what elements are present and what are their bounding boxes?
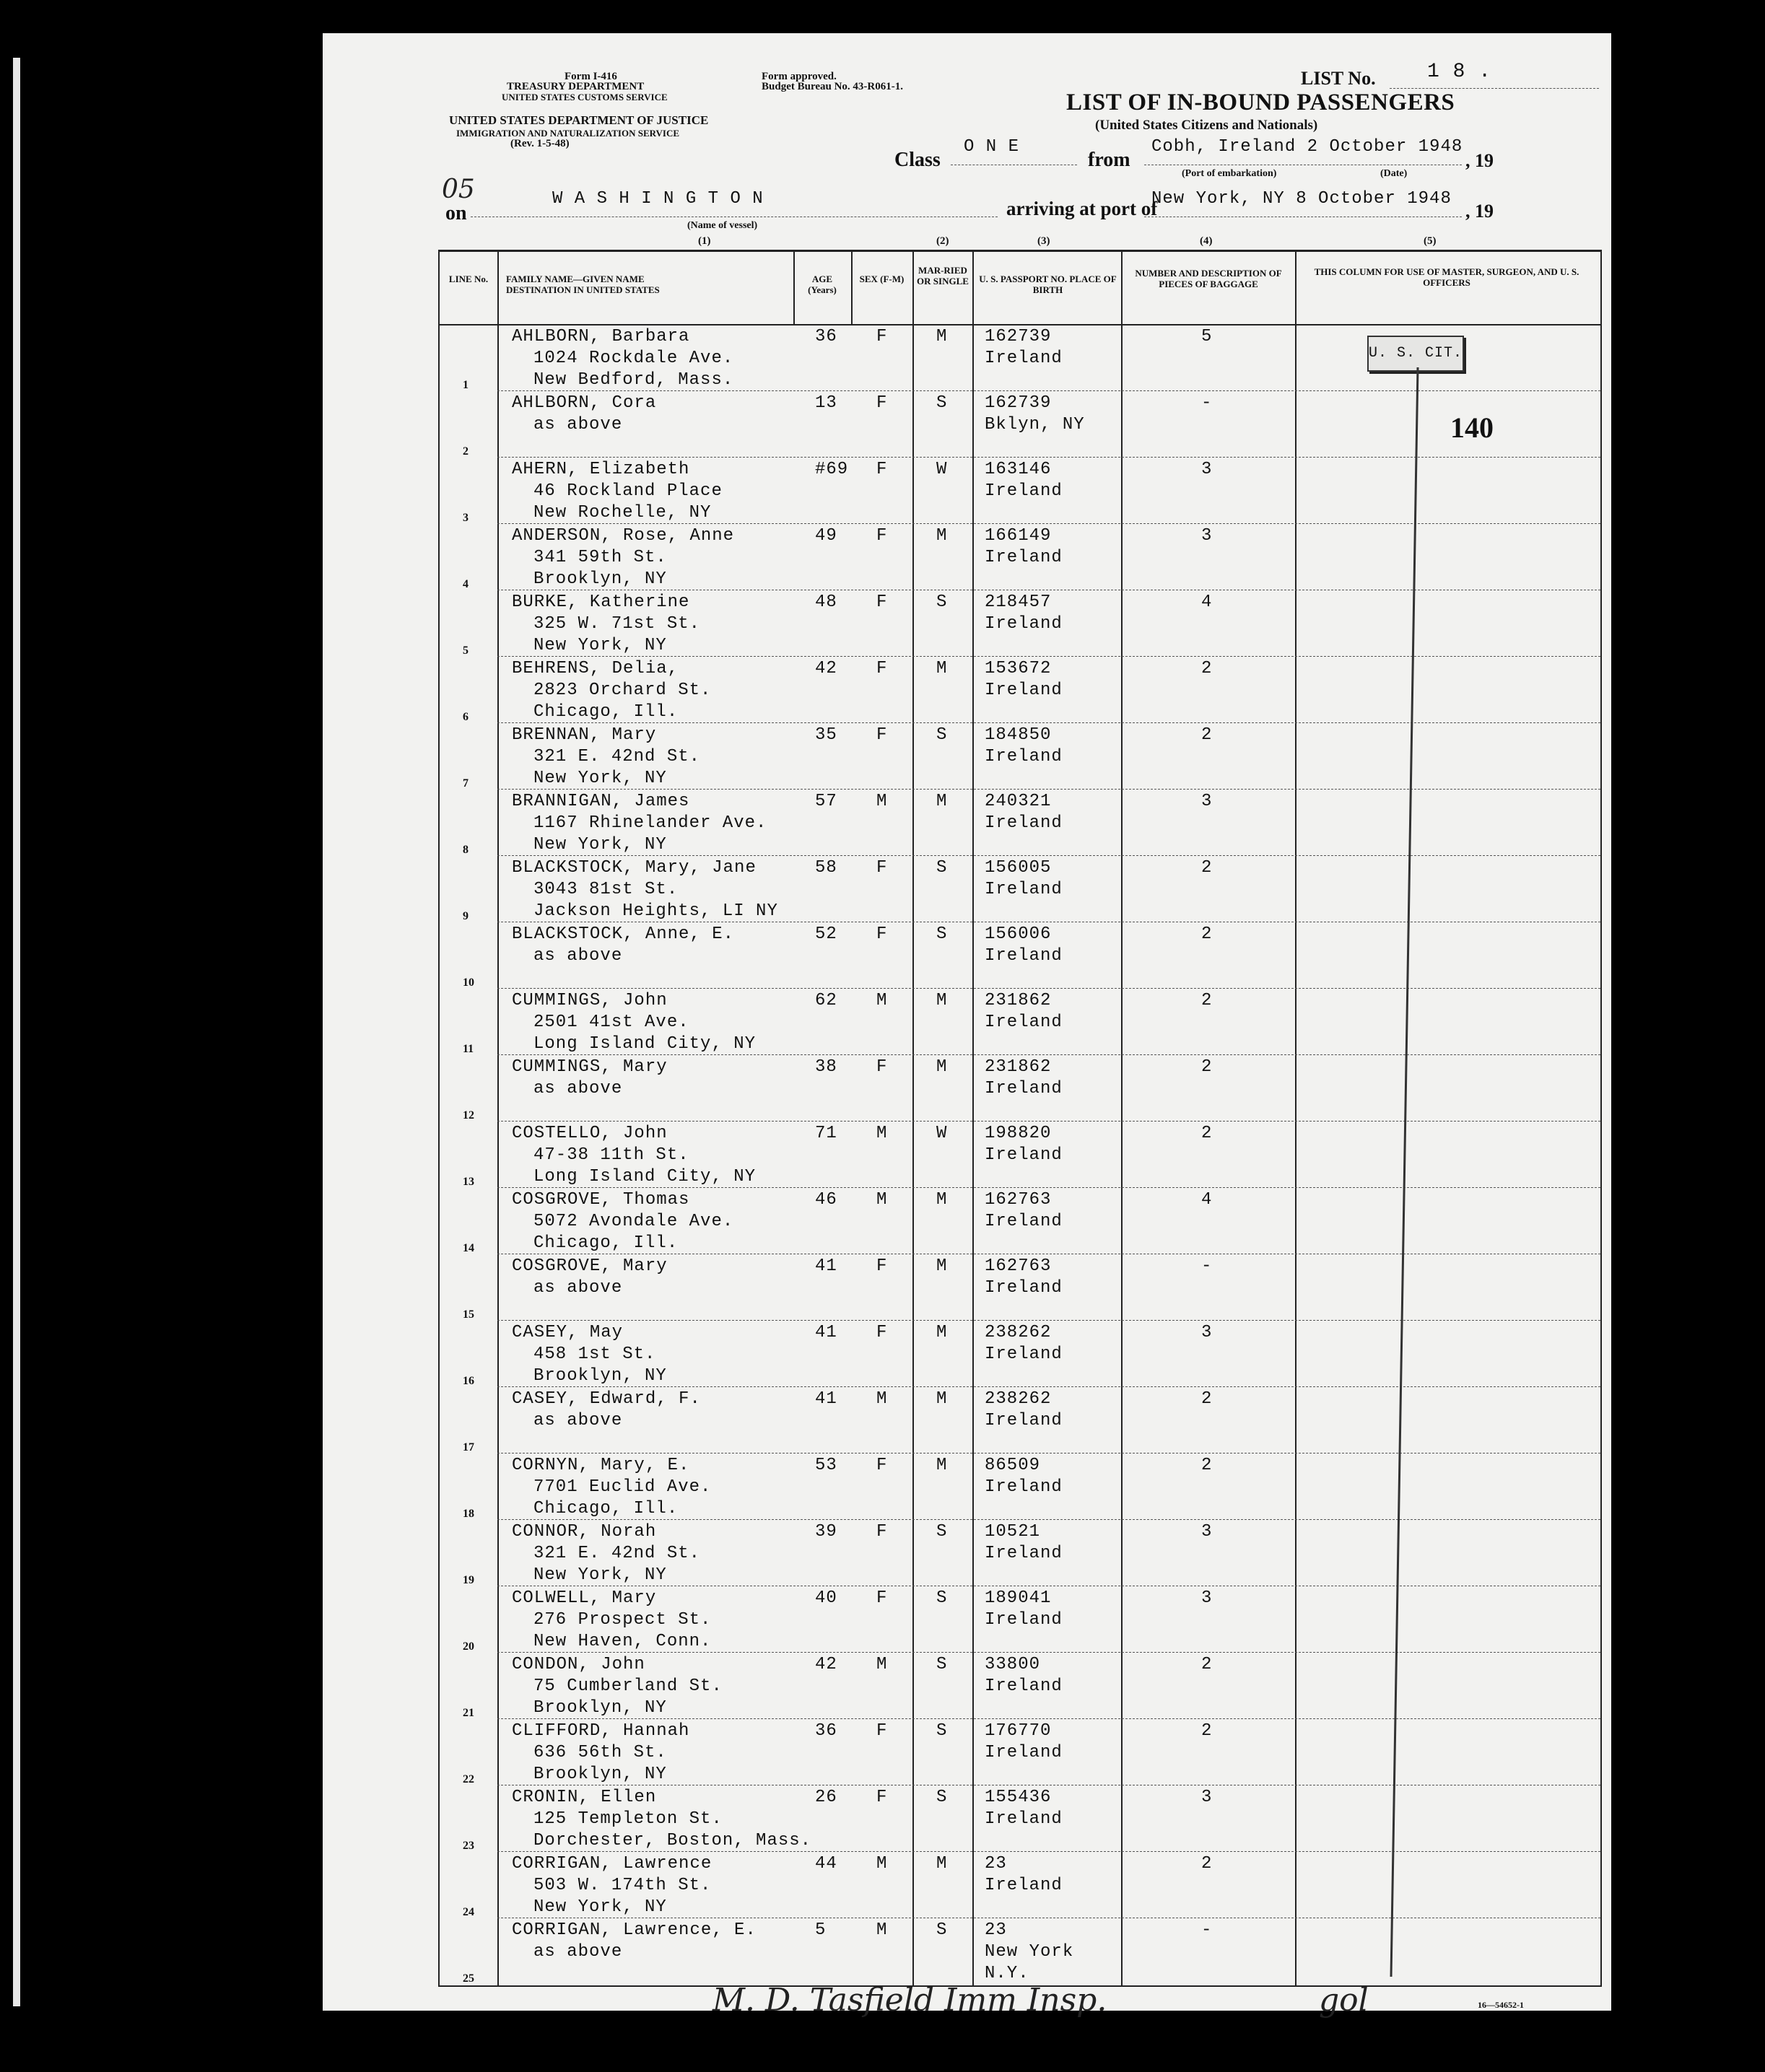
passport-no: 153672 (985, 659, 1052, 678)
baggage-count: 2 (1201, 1456, 1213, 1475)
sex: M (876, 1854, 888, 1874)
address-city: New Haven, Conn. (533, 1632, 712, 1651)
address-city: Chicago, Ill. (533, 1233, 679, 1253)
line-number: 20 (463, 1640, 474, 1653)
from-value: Cobh, Ireland 2 October 1948 (1151, 137, 1463, 157)
address-city: New York, NY (533, 1565, 667, 1585)
passport-no: 10521 (985, 1522, 1041, 1542)
sex: F (876, 593, 888, 612)
address-street: as above (533, 1278, 623, 1298)
marital-status: S (936, 1721, 948, 1741)
sex: F (876, 1588, 888, 1608)
baggage-count: 2 (1201, 1721, 1213, 1741)
sex: F (876, 460, 888, 479)
inspector-signature: M. D. Tasfield Imm Insp. (712, 1982, 1107, 2019)
sex: M (876, 1655, 888, 1674)
baggage-count: 2 (1201, 1124, 1213, 1143)
marital-status: M (936, 1389, 948, 1409)
passenger-name: CORNYN, Mary, E. (512, 1456, 690, 1475)
address-street: as above (533, 1411, 623, 1430)
place-of-birth: Ireland (985, 1743, 1063, 1762)
sex: F (876, 1721, 888, 1741)
line-number: 21 (463, 1707, 474, 1719)
col-number: (1) (698, 235, 711, 247)
passport-no: 240321 (985, 792, 1052, 811)
baggage-count: 3 (1201, 1788, 1213, 1807)
baggage-count: 3 (1201, 526, 1213, 546)
address-street: 46 Rockland Place (533, 481, 723, 501)
address-city: New York, NY (533, 835, 667, 854)
marital-status: M (936, 1256, 948, 1276)
age: 42 (815, 659, 837, 678)
marital-status: W (936, 1124, 948, 1143)
class-value: O N E (964, 137, 1020, 157)
place-of-birth: Ireland (985, 1876, 1063, 1895)
port-embark-caption: (Port of embarkation) (1182, 168, 1277, 179)
age: 26 (815, 1788, 837, 1807)
place-of-birth-line2: N.Y. (985, 1964, 1029, 1983)
age: 38 (815, 1057, 837, 1077)
age: 46 (815, 1190, 837, 1210)
address-city: New York, NY (533, 636, 667, 655)
age: 49 (815, 526, 837, 546)
on-label: on (445, 202, 467, 224)
address-city: Chicago, Ill. (533, 702, 679, 722)
passenger-name: CASEY, May (512, 1323, 624, 1342)
inspector-initials: gol (1319, 1982, 1369, 2019)
place-of-birth: Ireland (985, 1079, 1063, 1098)
baggage-count: 3 (1201, 1588, 1213, 1608)
passenger-name: CONNOR, Norah (512, 1522, 657, 1542)
page-title: LIST OF IN-BOUND PASSENGERS (1066, 89, 1455, 115)
sex: F (876, 526, 888, 546)
age: 44 (815, 1854, 837, 1874)
passport-no: 162739 (985, 327, 1052, 346)
marital-status: S (936, 725, 948, 745)
passport-no: 198820 (985, 1124, 1052, 1143)
handwritten-line (1335, 367, 1450, 1984)
place-of-birth: Ireland (985, 1544, 1063, 1563)
sex: F (876, 924, 888, 944)
list-no-value: 1 8 . (1427, 61, 1492, 83)
age: 57 (815, 792, 837, 811)
arriving-label: arriving at port of (1006, 198, 1158, 219)
place-of-birth: Ireland (985, 1278, 1063, 1298)
line-number: 7 (463, 777, 469, 790)
passenger-name: BEHRENS, Delia, (512, 659, 679, 678)
passport-no: 162763 (985, 1256, 1052, 1276)
place-of-birth: New York (985, 1942, 1074, 1962)
baggage-count: 2 (1201, 858, 1213, 878)
passport-no: 189041 (985, 1588, 1052, 1608)
marital-status: M (936, 991, 948, 1010)
address-street: 321 E. 42nd St. (533, 1544, 701, 1563)
address-street: 1024 Rockdale Ave. (533, 349, 734, 368)
passport-no: 162739 (985, 393, 1052, 413)
baggage-count: 2 (1201, 1057, 1213, 1077)
passenger-name: CRONIN, Ellen (512, 1788, 657, 1807)
line-number: 1 (463, 379, 469, 391)
manifest-sheet (323, 33, 1611, 2019)
header-married: MAR-RIED OR SINGLE (917, 265, 969, 287)
sex: F (876, 1522, 888, 1542)
us-citizen-stamp (1367, 336, 1464, 372)
line-number: 12 (463, 1109, 474, 1122)
passport-no: 156005 (985, 858, 1052, 878)
address-street: 125 Templeton St. (533, 1809, 723, 1829)
sex: M (876, 1389, 888, 1409)
passport-no: 218457 (985, 593, 1052, 612)
place-of-birth: Ireland (985, 614, 1063, 634)
address-street: 321 E. 42nd St. (533, 747, 701, 766)
place-of-birth: Ireland (985, 681, 1063, 700)
age: 39 (815, 1522, 837, 1542)
passport-no: 231862 (985, 1057, 1052, 1077)
address-street: as above (533, 1079, 623, 1098)
line-number: 4 (463, 578, 469, 590)
address-city: Brooklyn, NY (533, 1366, 667, 1386)
page-subtitle: (United States Citizens and Nationals) (1095, 118, 1318, 133)
line-number: 24 (463, 1906, 474, 1918)
address-street: 2823 Orchard St. (533, 681, 712, 700)
place-of-birth: Ireland (985, 880, 1063, 899)
place-of-birth: Ireland (985, 481, 1063, 501)
address-street: as above (533, 946, 623, 966)
marital-status: S (936, 1920, 948, 1940)
marital-status: S (936, 1788, 948, 1807)
marital-status: M (936, 327, 948, 346)
age: #69 (815, 460, 849, 479)
baggage-count: 5 (1201, 327, 1213, 346)
baggage-count: 4 (1201, 593, 1213, 612)
sex: M (876, 1190, 888, 1210)
address-street: as above (533, 1942, 623, 1962)
marital-status: S (936, 1655, 948, 1674)
stamp-text: U. S. CIT. (1369, 345, 1463, 362)
age: 40 (815, 1588, 837, 1608)
margin-mark: 05 (442, 175, 475, 204)
header-age: AGE (Years) (808, 274, 837, 295)
baggage-count: - (1201, 393, 1213, 413)
form-number: Form I-416 (565, 71, 617, 82)
address-city: Chicago, Ill. (533, 1499, 679, 1518)
sex: F (876, 1256, 888, 1276)
line-number: 22 (463, 1773, 474, 1785)
passenger-name: CORRIGAN, Lawrence, E. (512, 1920, 757, 1940)
baggage-count: - (1201, 1920, 1213, 1940)
sex: F (876, 659, 888, 678)
sex: F (876, 1323, 888, 1342)
sex: M (876, 1920, 888, 1940)
marital-status: S (936, 1522, 948, 1542)
marital-status: M (936, 1854, 948, 1874)
line-number: 25 (463, 1972, 474, 1985)
passport-no: 86509 (985, 1456, 1041, 1475)
address-city: Jackson Heights, LI NY (533, 901, 778, 921)
from-label: from (1088, 149, 1130, 171)
place-of-birth: Ireland (985, 1145, 1063, 1165)
age: 5 (815, 1920, 827, 1940)
passenger-name: COSGROVE, Mary (512, 1256, 668, 1276)
header-officers: THIS COLUMN FOR USE OF MASTER, SURGEON, AND U. S. OFFICERS (1314, 266, 1579, 288)
sex: F (876, 858, 888, 878)
passenger-name: CUMMINGS, John (512, 991, 668, 1010)
marital-status: M (936, 1456, 948, 1475)
date-caption: (Date) (1380, 168, 1408, 179)
col-number: (3) (1037, 235, 1050, 247)
place-of-birth: Ireland (985, 1677, 1063, 1696)
place-of-birth: Bklyn, NY (985, 415, 1085, 434)
address-street: 325 W. 71st St. (533, 614, 701, 634)
passenger-name: CLIFFORD, Hannah (512, 1721, 690, 1741)
rev-label: (Rev. 1-5-48) (510, 138, 570, 149)
passport-no: 231862 (985, 991, 1052, 1010)
customs-label: UNITED STATES CUSTOMS SERVICE (502, 92, 668, 102)
passenger-name: BLACKSTOCK, Mary, Jane (512, 858, 757, 878)
passenger-name: AHLBORN, Barbara (512, 327, 690, 346)
line-number: 11 (463, 1043, 474, 1055)
passport-no: 166149 (985, 526, 1052, 546)
line-number: 8 (463, 844, 469, 856)
address-city: New Bedford, Mass. (533, 370, 734, 390)
sex: M (876, 991, 888, 1010)
passenger-name: CONDON, John (512, 1655, 645, 1674)
passenger-name: BRANNIGAN, James (512, 792, 690, 811)
vessel-name: W A S H I N G T O N (552, 189, 764, 209)
sex: F (876, 1057, 888, 1077)
age: 13 (815, 393, 837, 413)
address-street: 1167 Rhinelander Ave. (533, 813, 767, 833)
age: 42 (815, 1655, 837, 1674)
line-number: 13 (463, 1176, 474, 1188)
line-number: 6 (463, 711, 469, 723)
address-street: 47-38 11th St. (533, 1145, 689, 1165)
address-street: 7701 Euclid Ave. (533, 1477, 712, 1497)
age: 36 (815, 327, 837, 346)
age: 36 (815, 1721, 837, 1741)
passport-no: 33800 (985, 1655, 1041, 1674)
age: 48 (815, 593, 837, 612)
baggage-count: 4 (1201, 1190, 1213, 1210)
header-baggage: NUMBER AND DESCRIPTION OF PIECES OF BAGGAGE (1135, 268, 1282, 289)
address-city: Dorchester, Boston, Mass. (533, 1831, 812, 1850)
marital-status: S (936, 1588, 948, 1608)
address-street: 636 56th St. (533, 1743, 667, 1762)
header-sex: SEX (F-M) (859, 274, 905, 284)
baggage-count: 2 (1201, 1655, 1213, 1674)
passenger-name: ANDERSON, Rose, Anne (512, 526, 735, 546)
budget-label: Budget Bureau No. 43-R061-1. (762, 81, 903, 92)
baggage-count: 2 (1201, 725, 1213, 745)
treasury-label: TREASURY DEPARTMENT (507, 81, 645, 92)
sex: F (876, 1788, 888, 1807)
line-number: 15 (463, 1308, 474, 1321)
age: 71 (815, 1124, 837, 1143)
marital-status: S (936, 593, 948, 612)
passenger-name: COSTELLO, John (512, 1124, 668, 1143)
line-number: 10 (463, 976, 474, 989)
sex: F (876, 393, 888, 413)
passenger-name: BURKE, Katherine (512, 593, 690, 612)
address-city: Brooklyn, NY (533, 1698, 667, 1718)
marital-status: S (936, 858, 948, 878)
ins-label: IMMIGRATION AND NATURALIZATION SERVICE (456, 128, 680, 139)
baggage-count: 3 (1201, 460, 1213, 479)
address-city: New Rochelle, NY (533, 503, 712, 523)
col-number: (2) (936, 235, 949, 247)
passenger-name: AHERN, Elizabeth (512, 460, 690, 479)
baggage-count: 2 (1201, 1854, 1213, 1874)
line-number: 14 (463, 1242, 474, 1254)
address-street: 341 59th St. (533, 548, 667, 567)
passport-no: 184850 (985, 725, 1052, 745)
marital-status: M (936, 1323, 948, 1342)
passenger-name: BLACKSTOCK, Anne, E. (512, 924, 735, 944)
from-year: , 19 (1465, 150, 1494, 171)
address-street: 458 1st St. (533, 1345, 656, 1364)
passport-no: 162763 (985, 1190, 1052, 1210)
age: 41 (815, 1389, 837, 1409)
sex: M (876, 792, 888, 811)
address-city: Long Island City, NY (533, 1034, 757, 1054)
marital-status: M (936, 1190, 948, 1210)
header-line-no: LINE No. (448, 274, 489, 284)
place-of-birth: Ireland (985, 946, 1063, 966)
address-street: 75 Cumberland St. (533, 1677, 723, 1696)
passenger-name: CORRIGAN, Lawrence (512, 1854, 712, 1874)
address-street: 5072 Avondale Ave. (533, 1212, 734, 1231)
address-street: 503 W. 174th St. (533, 1876, 712, 1895)
scan-edge (13, 58, 20, 2006)
line-number: 3 (463, 512, 469, 524)
passenger-name: BRENNAN, Mary (512, 725, 657, 745)
age: 52 (815, 924, 837, 944)
sex: F (876, 327, 888, 346)
line-number: 18 (463, 1508, 474, 1520)
marital-status: S (936, 393, 948, 413)
baggage-count: 3 (1201, 1522, 1213, 1542)
list-no-label: LIST No. (1301, 68, 1376, 89)
sex: F (876, 725, 888, 745)
place-of-birth: Ireland (985, 1212, 1063, 1231)
baggage-count: 3 (1201, 1323, 1213, 1342)
baggage-count: - (1201, 1256, 1213, 1276)
passport-no: 156006 (985, 924, 1052, 944)
arrival-value: New York, NY 8 October 1948 (1151, 189, 1452, 209)
age: 41 (815, 1323, 837, 1342)
place-of-birth: Ireland (985, 813, 1063, 833)
marital-status: M (936, 792, 948, 811)
address-city: Brooklyn, NY (533, 569, 667, 589)
footer-code: 16—54652-1 (1478, 2000, 1524, 2010)
baggage-count: 2 (1201, 659, 1213, 678)
header-passport: U. S. PASSPORT NO. PLACE OF BIRTH (979, 274, 1117, 295)
sex: F (876, 1456, 888, 1475)
marital-status: S (936, 924, 948, 944)
address-city: New York, NY (533, 769, 667, 788)
justice-label: UNITED STATES DEPARTMENT OF JUSTICE (449, 113, 709, 127)
line-number: 9 (463, 910, 469, 922)
passport-no: 23 (985, 1854, 1007, 1874)
arrival-year: , 19 (1465, 201, 1494, 222)
header-name: FAMILY NAME—GIVEN NAME DESTINATION IN UNITED STATES (506, 274, 660, 295)
address-street: as above (533, 415, 623, 434)
line-number: 17 (463, 1441, 474, 1454)
marital-status: M (936, 659, 948, 678)
address-city: Brooklyn, NY (533, 1765, 667, 1784)
place-of-birth: Ireland (985, 1610, 1063, 1630)
passport-no: 155436 (985, 1788, 1052, 1807)
age: 53 (815, 1456, 837, 1475)
passenger-name: COLWELL, Mary (512, 1588, 657, 1608)
marital-status: M (936, 526, 948, 546)
address-street: 3043 81st St. (533, 880, 679, 899)
place-of-birth: Ireland (985, 349, 1063, 368)
line-number: 19 (463, 1574, 474, 1586)
passenger-table (438, 250, 1602, 1987)
age: 35 (815, 725, 837, 745)
address-street: 2501 41st Ave. (533, 1013, 689, 1032)
passport-no: 238262 (985, 1323, 1052, 1342)
approved-label: Form approved. (762, 71, 837, 82)
place-of-birth: Ireland (985, 1411, 1063, 1430)
place-of-birth: Ireland (985, 747, 1063, 766)
place-of-birth: Ireland (985, 1809, 1063, 1829)
passenger-name: CUMMINGS, Mary (512, 1057, 668, 1077)
passenger-name: COSGROVE, Thomas (512, 1190, 690, 1210)
age: 62 (815, 991, 837, 1010)
marital-status: W (936, 460, 948, 479)
passenger-name: CASEY, Edward, F. (512, 1389, 701, 1409)
passport-no: 163146 (985, 460, 1052, 479)
col-number: (4) (1200, 235, 1213, 247)
marital-status: M (936, 1057, 948, 1077)
place-of-birth: Ireland (985, 1477, 1063, 1497)
passport-no: 238262 (985, 1389, 1052, 1409)
age: 58 (815, 858, 837, 878)
class-label: Class (894, 149, 941, 171)
address-city: New York, NY (533, 1897, 667, 1917)
line-number: 23 (463, 1840, 474, 1852)
vessel-caption: (Name of vessel) (687, 220, 758, 231)
place-of-birth: Ireland (985, 1013, 1063, 1032)
line-number: 2 (463, 445, 469, 458)
place-of-birth: Ireland (985, 548, 1063, 567)
passenger-name: AHLBORN, Cora (512, 393, 657, 413)
line-number: 5 (463, 644, 469, 657)
sex: M (876, 1124, 888, 1143)
address-street: 276 Prospect St. (533, 1610, 712, 1630)
passport-no: 176770 (985, 1721, 1052, 1741)
line-number: 16 (463, 1375, 474, 1387)
col-number: (5) (1424, 235, 1437, 247)
passenger-count: 140 (1450, 411, 1494, 444)
baggage-count: 2 (1201, 991, 1213, 1010)
baggage-count: 3 (1201, 792, 1213, 811)
place-of-birth: Ireland (985, 1345, 1063, 1364)
baggage-count: 2 (1201, 1389, 1213, 1409)
address-city: Long Island City, NY (533, 1167, 757, 1186)
age: 41 (815, 1256, 837, 1276)
baggage-count: 2 (1201, 924, 1213, 944)
passport-no: 23 (985, 1920, 1007, 1940)
